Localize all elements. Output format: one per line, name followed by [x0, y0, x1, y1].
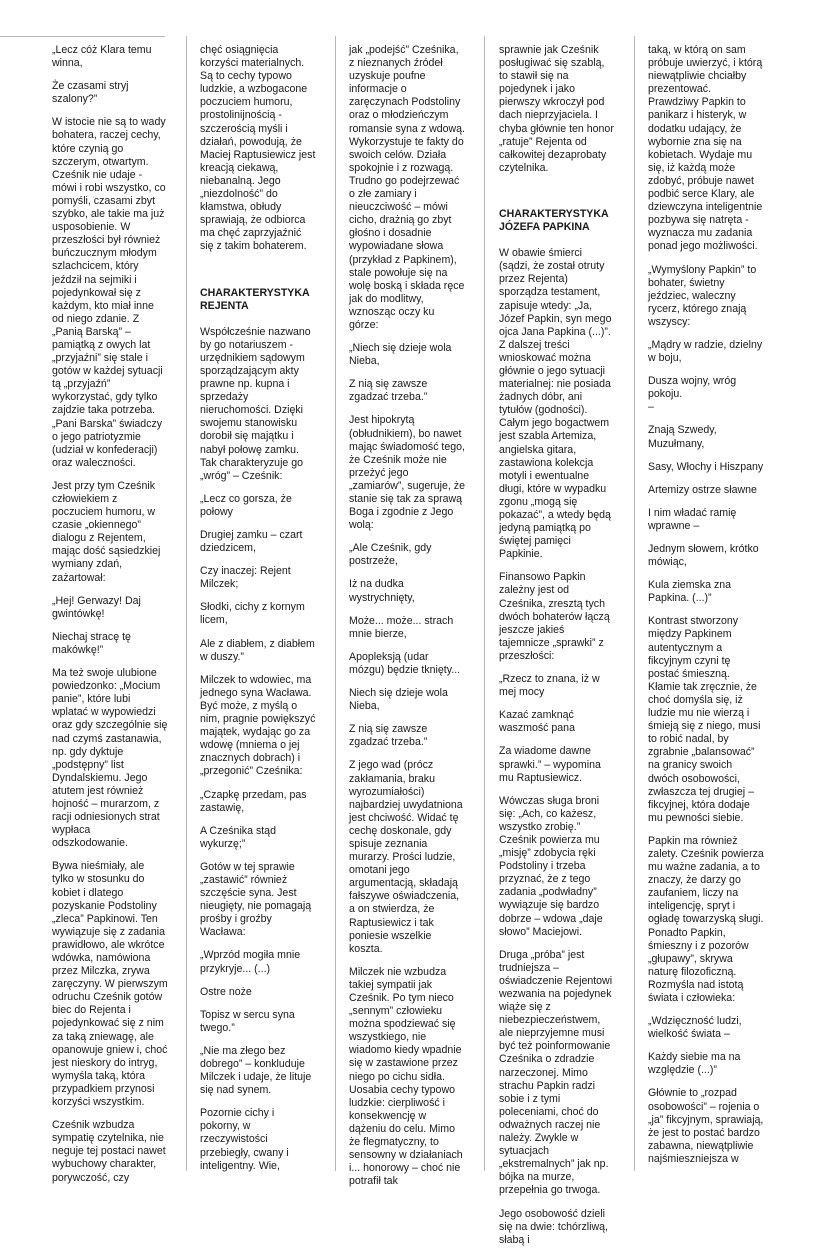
paragraph: Milczek to wdowiec, ma jednego syna Wacława. Być może, z myślą o nim, pragnie powiększyć majątek, wydając go za wdowę (mniema o jej znacznych dobrach) i „przegonić” Cześnika: [200, 673, 316, 778]
paragraph: Słodki, cichy z kornym licem, [200, 601, 305, 627]
paragraph: „Rzecz to znana, iż w mej mocy [499, 673, 600, 699]
column-divider [634, 36, 635, 1171]
text-column-1 [52, 44, 168, 1195]
paragraph: Apopleksją (udar mózgu) będzie tknięty... [349, 650, 461, 676]
paragraph: Dusza wojny, wróg pokoju. – [648, 375, 737, 414]
paragraph: Pozornie cichy i pokorny, w rzeczywistości przebiegły, cwany i inteligentny. Wie, [200, 1107, 289, 1172]
paragraph: Milczek nie wzbudza takiej sympatii jak Cześnik. Po tym nieco „sennym” człowieku można spodziewać się wszystkiego, nie wiadomo kiedy wpadnie się w zastawione przez niego po cichu sidła. Uosabia cechy typowo ludzkie: cierpliwość i konsekwencję w dążeniu do celu. Mimo że flegmatyczny, to sensowny w działaniach i... honorowy – choć nie potrafił tak [349, 965, 463, 1188]
paragraph: Jego osobowość dzieli się na dwie: tchórzliwą, słabą i [499, 1207, 608, 1246]
paragraph: Gotów w tej sprawie „zastawić” również szczęście syna. Jest nieugięty, nie pomagają prośby i groźby Wacława: [200, 860, 312, 939]
paragraph: Iż na dudka wystrychnięty, [349, 578, 415, 604]
paragraph: Ma też swoje ulubione powiedzonko: „Mocium panie”, które lubi wplatać w wypowiedzi oraz gdy szczególnie się nad czymś zastanawia, np. gdy dyktuje „podstępny” list Dyndalskiemu. Jego atutem jest również hojność – murarzom, z racji odniesionych strat wypłaca odszkodowanie. [52, 667, 168, 850]
paragraph: W istocie nie są to wady bohatera, raczej cechy, które czynią go szczerym, otwartym. Cześnik nie udaje - mówi i robi wszystko, co pomyśli, czasami zbyt szybko, ale takie ma już usposobienie. W przeszłości był również buńczucznym młodym szlachcicem, który jeździł na sejmiki i pojedynkował się z każdym, kto miał inne od niego zdanie. Z „Panią Barską” – pamiątką z owych lat „przyjaźni” się stale i gotów w każdej sytuacji tą „przyjaźń” wykorzystać, gdy tylko zajdzie taka potrzeba. „Pani Barska” świadczy o jego patriotyzmie (udział w konfederacji) oraz waleczności. [52, 116, 166, 469]
paragraph: „Lecz cóż Klara temu winna, [52, 44, 152, 70]
paragraph: Z jego wad (prócz zakłamania, braku wyrozumiałości) najbardziej uwydatniona jest chciwość. Widać tę cechę doskonale, gdy spisuje zeznania murarzy. Prości ludzie, omotani jego argumentacją, składają fałszywe oświadczenia, a on stwierdza, że Raptusiewicz i tak poniesie wszelkie koszta. [349, 759, 463, 955]
paragraph: „Niech się dzieje wola Nieba, [349, 342, 452, 368]
paragraph: „Mądry w radzie, dzielny w boju, [648, 338, 763, 365]
paragraph: Ostre noże [200, 985, 252, 998]
paragraph: W obawie śmierci (sądzi, że został otruty przez Rejenta) sporządza testament, zapisuje wtedy: „Ja, Józef Papkin, syn mego ojca Jana Papkina (...)”. Z dalszej treści wnioskować można głównie o jego sytuacji materialnej: nie posiada żadnych dóbr, ani tytułów (godności). Całym jego bogactwem jest szabla Artemiza, angielska gitara, zastawiona kolekcja motyli i ewentualne długi, które w wypadku zgonu „mogą się pokazać”, a wtedy będą jedyną pamiątką po świętej pamięci Papkinie. [499, 247, 612, 561]
paragraph: I nim władać ramię wprawne – [648, 506, 737, 532]
paragraph: Czy inaczej: Rejent Milczek; [200, 565, 291, 591]
top-rule [0, 36, 165, 37]
paragraph: Ale z diabłem, z diabłem w duszy.” [200, 637, 315, 663]
text-column-2 [200, 44, 316, 1183]
paragraph: taką, w którą on sam próbuje uwierzyć, i którą niewątpliwie chciałby prezentować. Prawdziwy Papkin to panikarz i histeryk, w dodatku udający, że wybornie zna się na kobietach. Wydaje mu się, iż każdą może zdobyć, próbuje nawet podbić serce Klary, ale dziewczyna inteligentnie pozbywa się natręta - wyznacza mu zadania ponad jego możliwości. [648, 44, 763, 253]
text-column-5 [648, 44, 764, 1176]
column-divider [484, 36, 485, 1171]
paragraph: Finansowo Papkin zależny jest od Cześnika, zresztą tych dwóch bohaterów łączą jeszcze jakieś tajemnicze „sprawki” z przeszłości: [499, 571, 610, 662]
section-heading: CHARAKTERYSTYKA REJENTA [200, 286, 310, 312]
paragraph: „Hej! Gerwazy! Daj gwintówkę! [52, 594, 141, 620]
paragraph: Wówczas sługa broni się: „Ach, co każesz, wszystko zrobię.” Cześnik powierza mu „misję” zdobycia ręki Podstoliny i trzeba przyznać, że z tego zadania „podwładny” wywiązuje się bardzo dobrze – wdowa „daje słowo” Maciejowi. [499, 794, 603, 938]
paragraph: Każdy siebie ma na względzie (...)” [648, 1051, 741, 1077]
paragraph: Drugiej zamku – czart dziedzicem, [200, 529, 303, 555]
text-column-3 [349, 44, 465, 1198]
paragraph: Druga „próba” jest trudniejsza – oświadczenie Rejentowi wezwania na pojedynek wiąże się z niebezpieczeństwem, ale nieprzyjemne musi być też poinformowanie Cześnika o zdradzie narzeczonej. Mimo strachu Papkin radzi sobie i z tymi poleceniami, choć do odważnych raczej nie należy. Zwykle w sytuacjach „ekstremalnych” jak np. bójka na murze, przepełnia go trwoga. [499, 948, 613, 1197]
paragraph: Niechaj stracę tę makówkę!” [52, 630, 131, 656]
paragraph: A Cześnika stąd wykurzę;” [200, 824, 276, 850]
paragraph: Głównie to „rozpad osobowości” – rojenia o „ja” fikcyjnym, sprawiają, że jest to postać bardzo zabawna, niewątpliwie najśmieszniejsza w [648, 1087, 764, 1165]
paragraph: Kula ziemska zna Papkina. (...)” [648, 579, 732, 605]
paragraph: Cześnik wzbudza sympatię czytelnika, nie neguje tej postaci nawet wybuchowy charakter, porywczość, czy [52, 1119, 166, 1184]
paragraph: Sasy, Włochy i Hiszpany [648, 460, 764, 473]
paragraph: jak „podejść” Cześnika, z nieznanych źródeł uzyskuje poufne informacje o zaręczynach Podstoliny oraz o młodzieńczym romansie syna z wdową. Wykorzystuje te fakty do swoich celów. Działa spokojnie i z rozwagą. Trudno go podejrzewać o złe zamiary i nieuczciwość – mówi cicho, drażnią go zbyt głośno i dosadnie wypowiadane słowa (przykład z Papkinem), stale powołuje się na wolę boską i składa ręce jak do modlitwy, wznosząc oczy ku górze: [349, 44, 465, 331]
paragraph: Jest przy tym Cześnik człowiekiem z poczuciem humoru, w czasie „okiennego” dialogu z Rejentem, mając dość sąsiedzkiej wymiany zdań, zażartował: [52, 479, 161, 584]
paragraph: „Wprzód mogiła mnie przykryje... (...) [200, 949, 301, 975]
paragraph: Papkin ma również zalety. Cześnik powierza mu ważne zadania, a to znaczy, że darzy go zaufaniem, liczy na inteligencję, spryt i ogładę towarzyską sługi. Ponadto Papkin, śmieszny i z pozorów „głupawy”, skrywa naturę filozoficzną. Rozmyśla nad istotą świata i człowieka: [648, 834, 764, 1004]
paragraph: Z nią się zawsze zgadzać trzeba.” [349, 378, 428, 404]
paragraph: Kontrast stworzony między Papkinem autentycznym a fikcyjnym czyni tę postać śmieszną. Kłamie tak zręcznie, że choć domyśla się, iż ludzie mu nie wierzą i śmieją się z niego, musi to robić nadal, by zgrabnie „balansować” na granicy swoich dwóch osobowości, zwłaszcza tej drugiej – fikcyjnej, która dodaje mu pewności siebie. [648, 615, 761, 824]
paragraph: Jednym słowem, krótko mówiąc, [648, 543, 759, 569]
paragraph: „Lecz co gorsza, że połowy [200, 492, 292, 518]
paragraph: sprawnie jak Cześnik posługiwać się szablą, to stawił się na pojedynek i jako pierwszy wkroczył pod dach nieprzyjaciela. I chyba głównie ten honor „ratuje” Rejenta od całkowitej dezaprobaty czytelnika. [499, 44, 614, 174]
paragraph: „Wymyślony Papkin” to bohater, świetny jeździec, waleczny rycerz, którego znają wszyscy: [648, 263, 757, 328]
paragraph: Jest hipokrytą (obłudnikiem), bo nawet mając świadomość tego, że Cześnik może nie przeżyć jego „zamiarów”, sugeruje, że stanie się tak za sprawą Boga i zgodnie z Jego wolą: [349, 414, 465, 532]
paragraph: Może... może... strach mnie bierze, [349, 614, 454, 640]
paragraph: Bywa nieśmiały, ale tylko w stosunku do kobiet i dlatego pozyskanie Podstoliny „zleca” Papkinowi. Ten wywiązuje się z zadania prawidłowo, ale wkrótce wdówka, namówiona przez Milczka, zrywa zaręczyny. W pierwszym odruchu Cześnik gotów biec do Rejenta i pojedynkować się z nim za taką zniewagę, ale opanowuje gniew i, choć jest nieskory do intryg, wymyśla taką, która przypadkiem przynosi korzyści wszystkim. [52, 860, 168, 1109]
paragraph: Topisz w sercu syna twego.” [200, 1008, 295, 1034]
paragraph: Niech się dzieje wola Nieba, [349, 687, 448, 713]
section-heading: CHARAKTERYSTYKA JÓZEFA PAPKINA [499, 207, 609, 234]
paragraph: „Wdzięczność ludzi, wielkość świata – [648, 1015, 742, 1041]
paragraph: Artemizy ostrze sławne [648, 483, 757, 496]
paragraph: Współcześnie nazwano by go notariuszem - urzędnikiem sądowym sporządzającym akty prawne np. kupna i sprzedaży nieruchomości. Dzięki swojemu stanowisku dorobił się majątku i nabył połowę zamku. Tak charakteryzuje go „wróg” – Cześnik: [200, 325, 311, 482]
paragraph: Że czasami stryj szalony?” [52, 80, 129, 106]
paragraph: Kazać zamknąć waszmość pana [499, 709, 575, 735]
text-column-4 [499, 44, 615, 1257]
paragraph: Z nią się zawsze zgadzać trzeba.” [349, 723, 428, 749]
paragraph: Za wiadome dawne sprawki.” – wypomina mu Raptusiewicz. [499, 745, 601, 784]
column-divider [335, 36, 336, 1171]
column-divider [186, 36, 187, 1171]
paragraph: chęć osiągnięcia korzyści materialnych. Są to cechy typowo ludzkie, a wzbogacone poczuciem humoru, prostolinijnością - szczerością myśli i działań, powodują, że Maciej Raptusiewicz jest kreacją ciekawą, niebanalną. Jego „niezdolność” do kłamstwa, obłudy sprawiają, że odbiorca ma chęć zaprzyjaźnić się z takim bohaterem. [200, 44, 316, 253]
paragraph: „Nie ma złego bez dobrego” – konkluduje Milczek i udaje, że lituje się nad synem. [200, 1044, 312, 1097]
paragraph: Znają Szwedy, Muzułmany, [648, 424, 717, 450]
paragraph: „Ale Cześnik, gdy postrzeże, [349, 542, 432, 568]
paragraph: „Czapkę przedam, pas zastawię, [200, 788, 307, 814]
